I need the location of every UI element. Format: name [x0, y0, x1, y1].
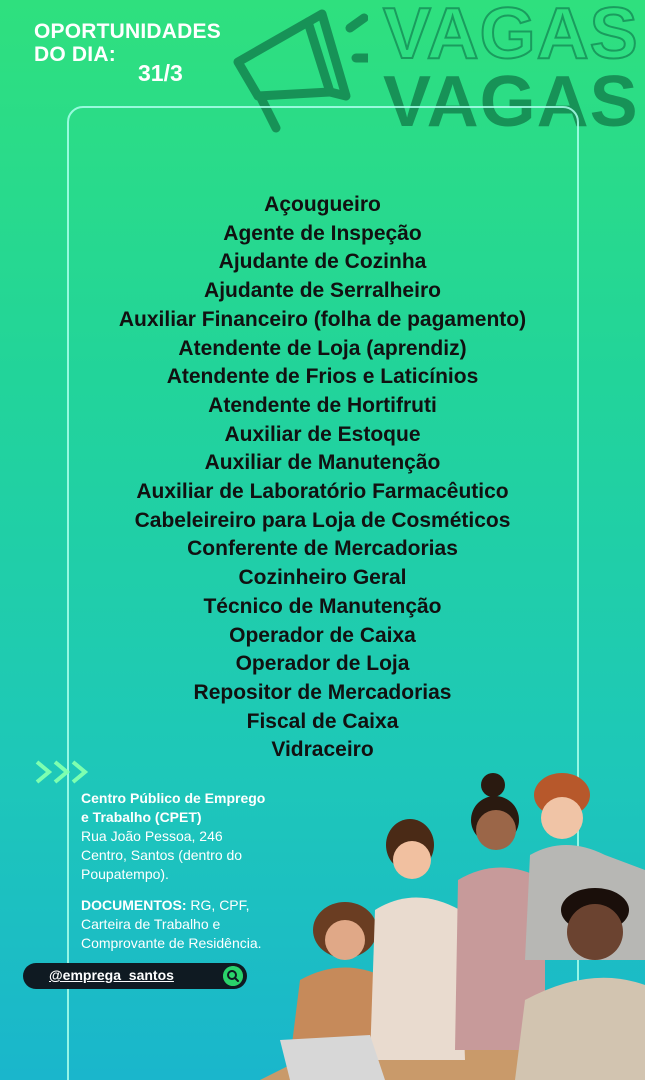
vagas-solid-text: VAGAS: [383, 62, 639, 142]
social-handle-pill[interactable]: [23, 963, 247, 989]
job-item: Técnico de Manutenção: [203, 594, 442, 618]
job-item: Atendente de Frios e Laticínios: [166, 365, 479, 389]
chevrons-right-icon: [34, 758, 96, 786]
job-item: Repositor de Mercadorias: [193, 680, 452, 704]
job-item: Cabeleireiro para Loja de Cosméticos: [134, 508, 511, 532]
org-name-line-2: e Trabalho (CPET): [81, 809, 202, 825]
job-item: Auxiliar de Estoque: [224, 422, 421, 446]
job-item: Atendente de Loja (aprendiz): [178, 336, 467, 360]
date-label: 31/3: [138, 60, 183, 86]
job-item: Ajudante de Cozinha: [218, 250, 427, 274]
job-item: Operador de Loja: [235, 652, 410, 676]
address-line-3: Poupatempo).: [81, 866, 169, 882]
title-line-1: OPORTUNIDADES: [34, 20, 221, 43]
social-handle[interactable]: @emprega_santos: [49, 967, 174, 983]
org-name-line-1: Centro Público de Emprego: [81, 790, 266, 806]
docs-line-2: Carteira de Trabalho e: [81, 916, 221, 932]
job-item: Atendente de Hortifruti: [208, 393, 437, 417]
job-item: Agente de Inspeção: [223, 221, 422, 245]
job-item: Conferente de Mercadorias: [187, 537, 458, 561]
job-item: Açougueiro: [264, 193, 381, 216]
header-title: [34, 20, 221, 66]
job-item: Vidraceiro: [271, 738, 374, 762]
job-list: [0, 191, 645, 765]
job-item: Auxiliar Financeiro (folha de pagamento): [118, 307, 527, 331]
docs-line-3: Comprovante de Residência.: [81, 935, 262, 951]
address-line-2: Centro, Santos (dentro do: [81, 847, 243, 863]
job-item: Cozinheiro Geral: [238, 566, 407, 590]
job-item: Fiscal de Caixa: [246, 709, 399, 733]
address-line-1: Rua João Pessoa, 246: [81, 828, 223, 844]
job-item: Auxiliar de Laboratório Farmacêutico: [136, 480, 509, 504]
team-photo: [260, 760, 645, 1080]
job-item: Operador de Caixa: [229, 623, 416, 647]
job-item: Ajudante de Serralheiro: [204, 279, 441, 303]
job-item: Auxiliar de Manutenção: [204, 451, 441, 475]
title-line-2: DO DIA:: [34, 43, 116, 66]
docs-value: RG, CPF,: [186, 897, 250, 913]
docs-label: DOCUMENTOS:: [81, 897, 187, 913]
search-icon[interactable]: [223, 966, 243, 986]
vagas-outline-text: VAGAS: [383, 0, 639, 74]
